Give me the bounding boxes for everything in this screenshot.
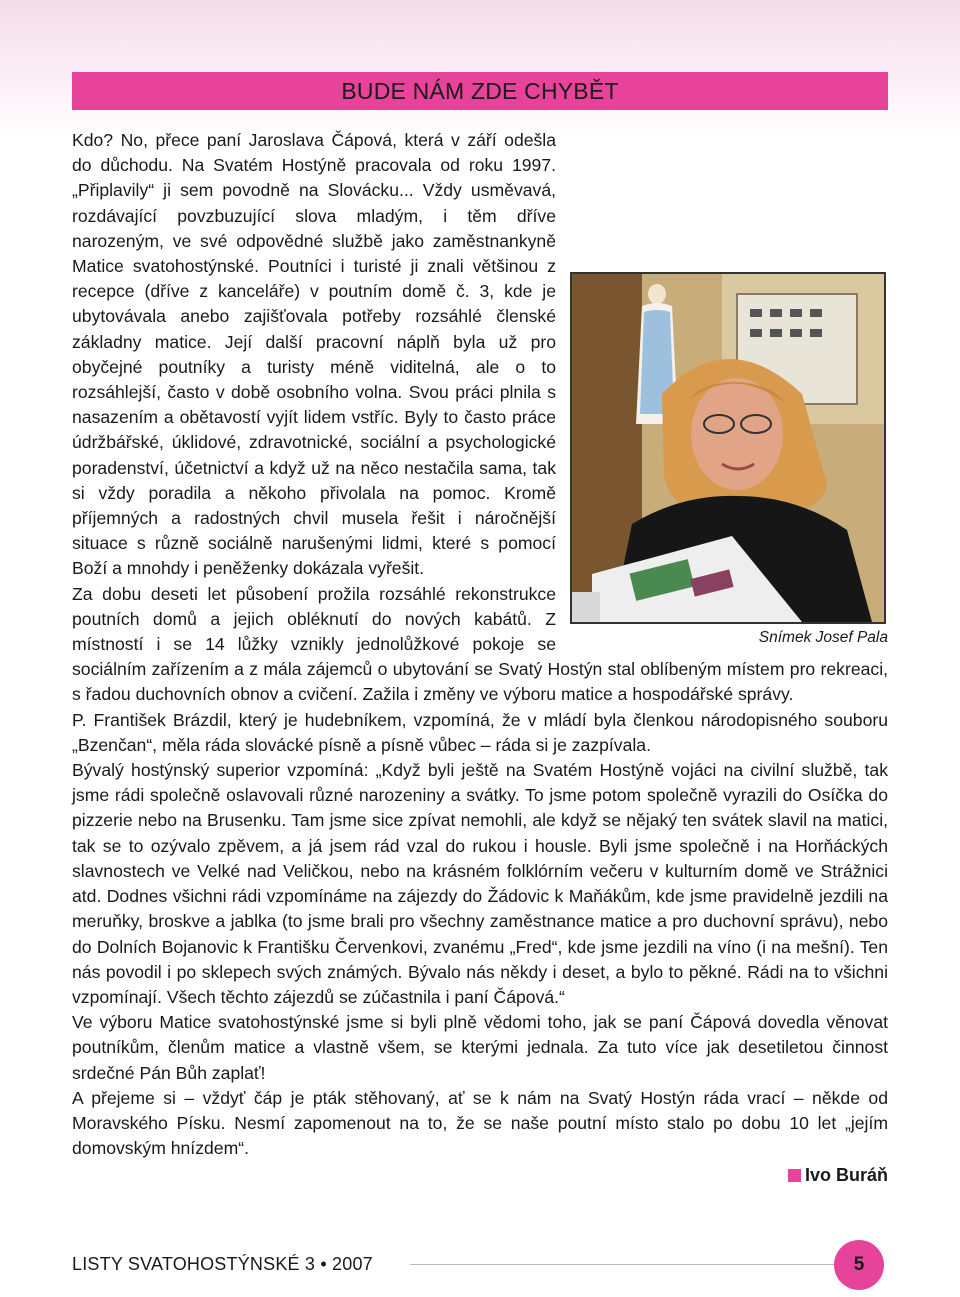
paragraph-brazdil: P. František Brázdil, který je hudebníkem, vzpomíná, že v mládí byla členkou národopisného souboru „Bzenčan“, měla ráda slovácké písně a písně vůbec – ráda si je zazpívala. — [72, 709, 888, 755]
paragraph-reconstruction: Za dobu deseti let působení prožila rozsáhlé rekonstrukce poutních domů a jejich obléknutí do nových kabátů. Z místností i se 14 lůžky vznikly jednolůžkové pokoje se sociálním zařízením a z mála zájemců o ubytování se Svatý Hostýn stal oblíbeným místem pro rekreaci, s řadou duchovních obnov a cvičení. Zažila i změny ve výboru matice a hospodářské správy. — [72, 583, 888, 705]
footer-publication: LISTY SVATOHOSTÝNSKÉ 3 • 2007 — [72, 1254, 373, 1274]
photo-figure — [570, 272, 888, 648]
header-gradient — [0, 0, 960, 140]
signature-square-icon — [788, 1169, 801, 1182]
page-number: 5 — [853, 1254, 865, 1275]
author-signature — [72, 1163, 888, 1188]
portrait-photo — [570, 272, 886, 624]
page-number-badge — [834, 1240, 884, 1290]
author-name: Ivo Buráň — [804, 1165, 888, 1186]
paragraph-superior: Bývalý hostýnský superior vzpomíná: „Když byli ještě na Svatém Hostýně vojáci na civilní službě, tak jsme rádi společně oslavovali různé narozeniny a svátky. To jsme potom společně vyrazili do Osíčka do pizzerie nebo na Brusenku. Tam jsme sice zpívat nemohli, ale když se nějaký ten svátek slavil na matici, tak se to ozývalo zpěvem, a já jsem rád vzal do rukou i housle. Byli jsme společně i na Horňáckých slavnostech ve Velké nad Veličkou, nebo na krásném folklórním večeru v kulturním domě ve Strážnici atd. Dodnes všichni rádi vzpomínáme na zájezdy do Žádovic k Maňákům, kde jsme pravidelně jezdili na meruňky, broskve a jablka (to jsme brali pro všechny zaměstnance matice a pro duchovní správu), nebo do Dolních Bojanovic k Františku Červenkovi, zvanému „Fred“, kde jsme jezdili na víno (i na mešní). Ten nás povodil i po sklepech svých známých. Bývalo nás někdy i deset, a bylo to pěkné. Rádi na to všichni vzpomínají. Všech těchto zájezdů se zúčastnila i paní Čápová.“ — [72, 760, 888, 1007]
photo-caption: Snímek Josef Pala — [758, 629, 888, 646]
title-bar — [72, 72, 888, 110]
paragraph-closing: A přejeme si – vždyť čáp je pták stěhovaný, ať se k nám na Svatý Hostýn ráda vrací – někde od Moravského Písku. Nesmí zapomenout na to, že se naše poutní místo stalo po dobu 10 let „jejím domovským hnízdem“. — [72, 1087, 888, 1159]
paragraph-intro: Kdo? No, přece paní Jaroslava Čápová, která v září odešla do důchodu. Na Svatém Hostýně pracovala od roku 1997. „Připlavily“ ji sem povodně na Slovácku... Vždy usměvavá, rozdávající povzbuzující slova mladým, i těm dříve narozeným, ve své odpovědné službě jako zaměstnankyně Matice svatohostýnské. Poutníci i turisté ji znali většinou z recepce (dříve z kanceláře) v poutním domě č. 3, kde je ubytovávala anebo zajišťovala potřeby rozsáhlé členské základny matice. Její další pracovní náplň byla už pro obyčejné poutníky a turisty méně viditelná, ale o to rozsáhlejší, často v době osobního volna. Svou práci plnila s nasazením a obětavostí vyjít lidem vstříc. Byly to často práce údržbářské, úklidové, zdravotnické, sociální a psychologické poradenství, účetnictví a když už na něco nestačila sama, tak si vždy poradila a někoho přivolala na pomoc. Kromě příjemných a radostných chvil musela řešit i náročnější situace s různě sociálně narušenými lidmi, které s pomocí Boží a mnohdy i peněženky dokázala vyřešit. — [72, 130, 556, 579]
article-title: BUDE NÁM ZDE CHYBĚT — [341, 77, 619, 104]
paragraph-committee: Ve výboru Matice svatohostýnské jsme si byli plně vědomi toho, jak se paní Čápová dovedla věnovat poutníkům, členům matice a vlastně všem, se kterými jednala. Za tuto více jak desetiletou činnost srdečné Pán Bůh zaplať! — [72, 1012, 888, 1083]
footer-divider — [410, 1264, 834, 1265]
article-body — [72, 128, 888, 1189]
